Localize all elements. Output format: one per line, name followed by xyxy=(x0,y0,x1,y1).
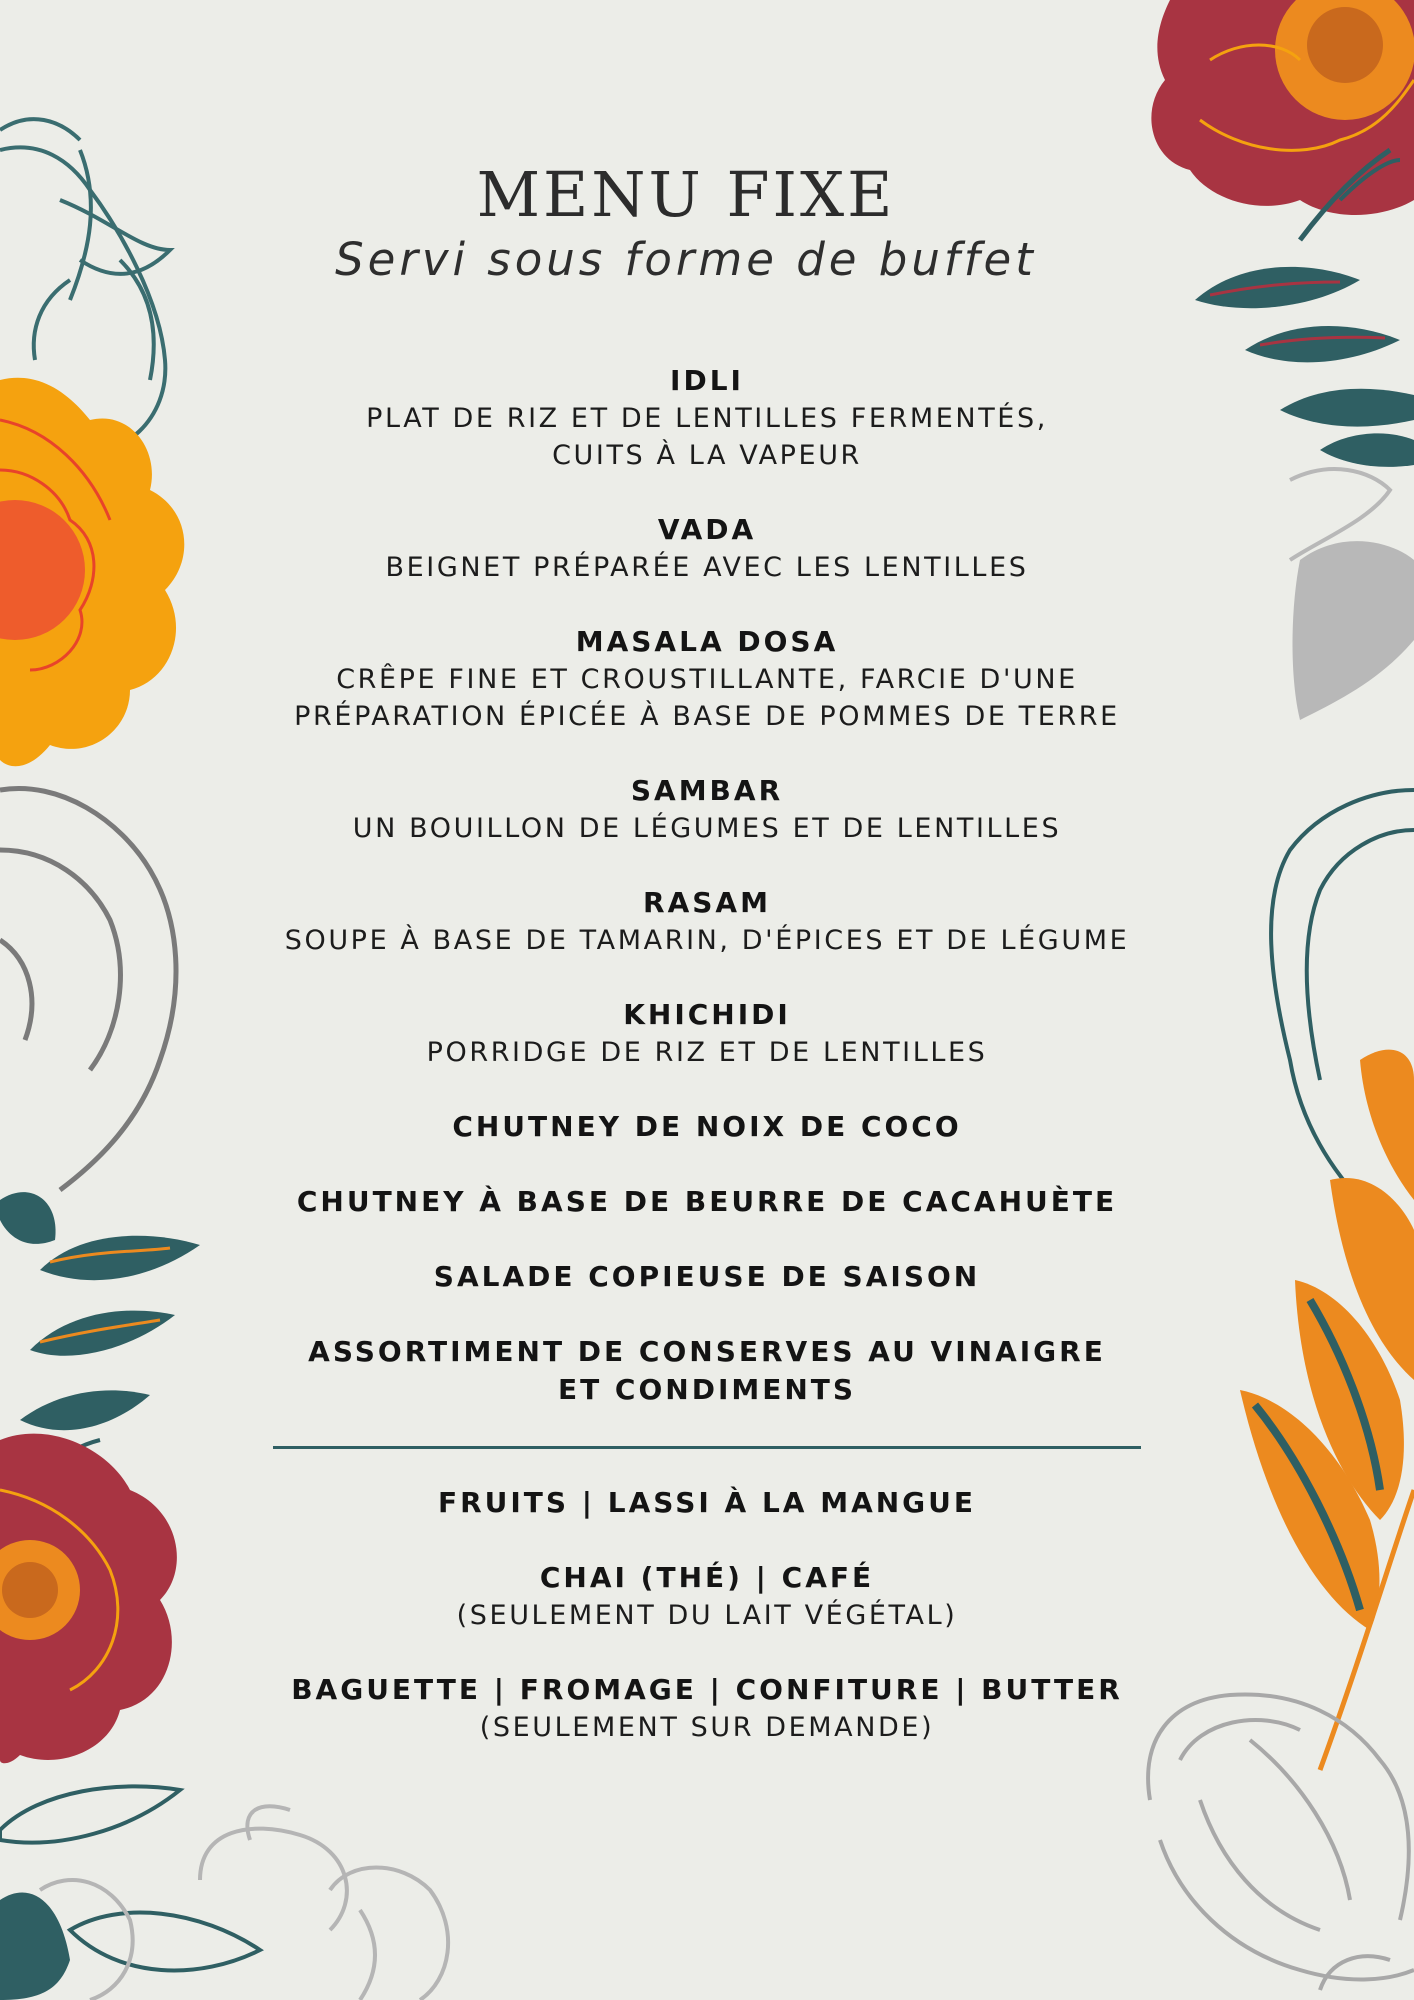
menu-item-name: MASALA DOSA xyxy=(575,625,839,658)
menu-item-description: PRÉPARATION ÉPICÉE À BASE DE POMMES DE TERRE xyxy=(294,701,1120,732)
menu-item-description: SOUPE À BASE DE TAMARIN, D'ÉPICES ET DE LÉGUME xyxy=(284,925,1130,956)
menu-item-name: KHICHIDI xyxy=(623,998,791,1031)
menu-item-name: SAMBAR xyxy=(630,774,784,807)
menu-item-salad xyxy=(0,1258,1414,1296)
menu-item-description: PLAT DE RIZ ET DE LENTILLES FERMENTÉS, xyxy=(366,403,1048,434)
menu-item-idli xyxy=(0,362,1414,474)
menu-item-description: CRÊPE FINE ET CROUSTILLANTE, FARCIE D'UNE xyxy=(336,664,1078,695)
menu-item-pickles xyxy=(0,1333,1414,1409)
menu-item-name: RASAM xyxy=(643,886,771,919)
menu-title: MENU FIXE xyxy=(476,158,896,231)
menu-extra-fruits xyxy=(0,1484,1414,1522)
menu-item-description: UN BOUILLON DE LÉGUMES ET DE LENTILLES xyxy=(352,813,1062,844)
menu-item-description: CUITS À LA VAPEUR xyxy=(552,440,862,471)
menu-extra-bread xyxy=(0,1671,1414,1746)
menu-item-khichidi xyxy=(0,996,1414,1071)
menu-extra-drinks xyxy=(0,1559,1414,1634)
menu-item-name: BAGUETTE | FROMAGE | CONFITURE | BUTTER xyxy=(291,1673,1123,1706)
menu-item-name: CHUTNEY DE NOIX DE COCO xyxy=(452,1110,962,1143)
menu-item-name: ET CONDIMENTS xyxy=(557,1373,857,1406)
menu-item-name: FRUITS | LASSI À LA MANGUE xyxy=(437,1486,977,1519)
menu-item-coconut-chutney xyxy=(0,1108,1414,1146)
menu-item-peanut-chutney xyxy=(0,1183,1414,1221)
menu-item-name: ASSORTIMENT DE CONSERVES AU VINAIGRE xyxy=(308,1335,1106,1368)
menu-item-masala-dosa xyxy=(0,623,1414,735)
menu-item-name: SALADE COPIEUSE DE SAISON xyxy=(433,1260,981,1293)
menu-item-vada xyxy=(0,511,1414,586)
menu-items-list xyxy=(0,362,1414,1746)
menu-item-description: BEIGNET PRÉPARÉE AVEC LES LENTILLES xyxy=(385,552,1029,583)
menu-item-note: (SEULEMENT DU LAIT VÉGÉTAL) xyxy=(456,1600,958,1631)
menu-item-note: (SEULEMENT SUR DEMANDE) xyxy=(479,1712,935,1743)
section-divider xyxy=(273,1446,1141,1449)
menu-item-name: CHAI (THÉ) | CAFÉ xyxy=(539,1561,875,1594)
menu-item-rasam xyxy=(0,884,1414,959)
menu-subtitle: Servi sous forme de buffet xyxy=(335,233,1037,286)
menu-item-name: CHUTNEY À BASE DE BEURRE DE CACAHUÈTE xyxy=(296,1185,1118,1218)
menu-item-name: VADA xyxy=(657,513,757,546)
bottom-leaves-icon xyxy=(0,1786,260,2000)
menu-item-sambar xyxy=(0,772,1414,847)
menu-item-description: PORRIDGE DE RIZ ET DE LENTILLES xyxy=(426,1037,988,1068)
menu-item-name: IDLI xyxy=(670,364,744,397)
mushroom-sketch-icon xyxy=(40,1806,448,2000)
